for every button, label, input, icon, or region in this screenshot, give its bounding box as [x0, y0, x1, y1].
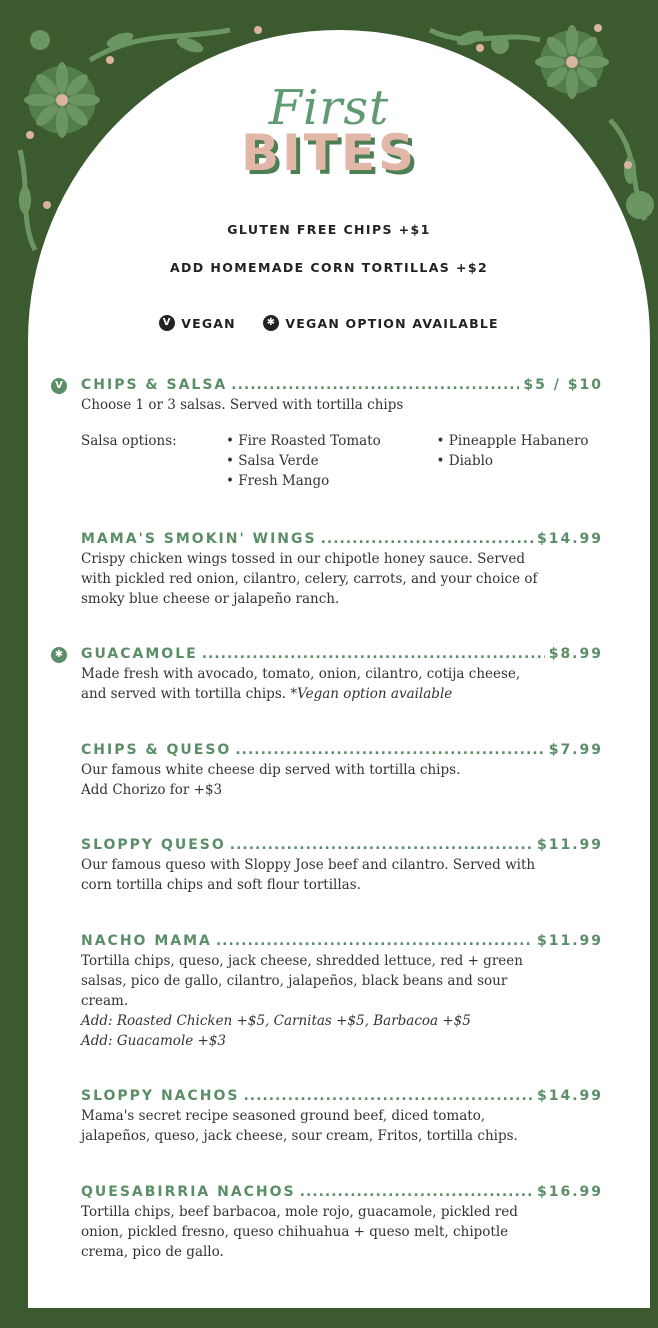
- menu-item: [81, 1088, 603, 1146]
- menu-item: [81, 837, 603, 895]
- dot-leader: [321, 531, 533, 547]
- legend-vegan-option-label: VEGAN OPTION AVAILABLE: [285, 315, 499, 331]
- add-on: Add: Guacamole +$3: [81, 1033, 227, 1049]
- item-description: Our famous queso with Sloppy Jose beef and cilantro. Served with corn tortilla chips and soft flour tortillas.: [81, 857, 536, 893]
- diet-legend: [0, 313, 658, 331]
- salsa-option: • Fresh Mango: [225, 473, 330, 489]
- menu-item: [81, 1184, 603, 1262]
- logo: [0, 80, 658, 190]
- item-name: CHIPS & QUESO: [81, 742, 232, 758]
- salsa-options-column: [226, 431, 437, 491]
- item-description: Tortilla chips, beef barbacoa, mole rojo, guacamole, pickled red onion, pickled fresno, queso chihuahua + queso melt, chipotle crema, pico de gallo.: [81, 1204, 518, 1260]
- item-price: $8.99: [548, 646, 603, 662]
- vegan-option-icon: ✱: [263, 315, 279, 331]
- menu-item: [81, 742, 603, 800]
- item-description: Choose 1 or 3 salsas. Served with tortilla chips: [81, 397, 404, 413]
- tortillas-note: ADD HOMEMADE CORN TORTILLAS +$2: [169, 260, 489, 275]
- item-price: $5 / $10: [523, 377, 603, 393]
- salsa-options: [81, 431, 603, 491]
- item-description: Our famous white cheese dip served with tortilla chips. Add Chorizo for +$3: [81, 762, 461, 798]
- dot-leader: [216, 933, 533, 949]
- dot-leader: [230, 837, 533, 853]
- item-name: QUESABIRRIA NACHOS: [81, 1184, 296, 1200]
- item-description: Crispy chicken wings tossed in our chipotle honey sauce. Served with pickled red onion, cilantro, celery, carrots, and your choice of smoky blue cheese or jalapeño ranch.: [81, 551, 538, 607]
- item-price: $14.99: [536, 1088, 603, 1104]
- legend-vegan: [159, 315, 236, 331]
- dot-leader: [202, 646, 545, 662]
- dot-leader: [300, 1184, 533, 1200]
- menu-item: [81, 646, 603, 704]
- item-name: SLOPPY QUESO: [81, 837, 226, 853]
- item-price: $14.99: [536, 531, 603, 547]
- item-price: $11.99: [536, 837, 603, 853]
- salsa-options-column: [437, 431, 603, 491]
- menu-item: [81, 531, 603, 609]
- salsa-option: • Fire Roasted Tomato: [225, 433, 381, 449]
- item-name: NACHO MAMA: [81, 933, 212, 949]
- add-on: Add: Roasted Chicken +$5, Carnitas +$5, Barbacoa +$5: [81, 1013, 471, 1029]
- item-description: Tortilla chips, queso, jack cheese, shredded lettuce, red + green salsas, pico de gallo, cilantro, jalapeños, black beans and sour cream. Add: Roasted Chicken +$5, Carnitas +$5, Barbacoa +$5 Add: Guacamole +$3: [81, 951, 603, 1051]
- dot-leader: [235, 742, 544, 758]
- salsa-options-label: Salsa options:: [81, 433, 177, 449]
- item-description: Made fresh with avocado, tomato, onion, cilantro, cotija cheese, and served with tortilla chips. *Vegan option available: [81, 666, 521, 702]
- item-name: MAMA'S SMOKIN' WINGS: [81, 531, 317, 547]
- dot-leader: [231, 377, 519, 393]
- item-price: $7.99: [548, 742, 603, 758]
- menu-item: [81, 377, 603, 491]
- dot-leader: [243, 1088, 533, 1104]
- logo-script: First: [268, 80, 390, 136]
- legend-vegan-label: VEGAN: [181, 315, 236, 331]
- salsa-option: • Salsa Verde: [225, 453, 319, 469]
- gluten-free-note: GLUTEN FREE CHIPS +$1: [227, 222, 431, 237]
- menu-item: [81, 933, 603, 1051]
- logo-title: BITES: [241, 124, 417, 182]
- item-description: Mama's secret recipe seasoned ground beef, diced tomato, jalapeños, queso, jack cheese, sour cream, Fritos, tortilla chips.: [81, 1108, 518, 1144]
- item-price: $16.99: [536, 1184, 603, 1200]
- vegan-icon: V: [159, 315, 175, 331]
- vegan-option-icon: ✱: [51, 647, 67, 663]
- item-name: GUACAMOLE: [81, 646, 198, 662]
- item-name: CHIPS & SALSA: [81, 377, 228, 393]
- vegan-option-note: *Vegan option available: [290, 686, 453, 702]
- item-price: $11.99: [536, 933, 603, 949]
- salsa-option: • Diablo: [436, 453, 494, 469]
- vegan-icon: V: [51, 378, 67, 394]
- item-name: SLOPPY NACHOS: [81, 1088, 240, 1104]
- legend-vegan-option: [263, 315, 498, 331]
- salsa-option: • Pineapple Habanero: [436, 433, 589, 449]
